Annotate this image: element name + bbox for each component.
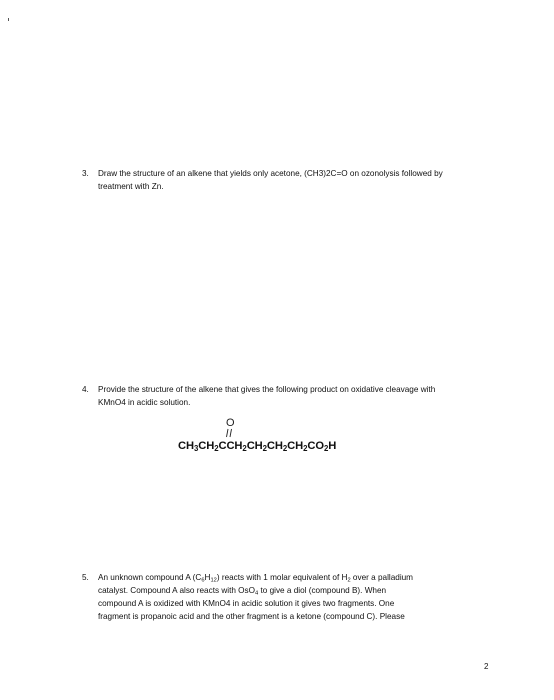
carbonyl-group-drawing (178, 416, 378, 442)
question-3 (82, 168, 502, 193)
chemical-structure (178, 416, 378, 456)
text-run: catalyst. Compound A also reacts with OsO (98, 586, 255, 595)
question-line: compound A is oxidized with KMnO4 in acidic solution it gives two fragments. One (98, 599, 395, 608)
formula-segment: CH (246, 440, 263, 452)
formula-segment: CH (178, 440, 194, 452)
question-line (98, 571, 502, 584)
formula-subscript: 3 (193, 443, 199, 453)
subscript: 6 (201, 577, 205, 584)
formula-segment: CH (266, 440, 283, 452)
stray-mark (8, 18, 9, 21)
question-line: Draw the structure of an alkene that yields only acetone, (CH3)2C=O on ozonolysis followed by (98, 169, 443, 178)
text-run: to give a diol (compound B). When (258, 586, 387, 595)
formula-subscript: 2 (323, 443, 329, 453)
subscript: 12 (210, 577, 217, 584)
formula-subscript: 2 (214, 443, 219, 453)
question-line: fragment is propanoic acid and the other fragment is a ketone (compound C). Please (98, 612, 405, 621)
question-number: 5. (82, 573, 89, 582)
question-line: Provide the structure of the alkene that gives the following product on oxidative cleavage with (98, 385, 436, 394)
double-bond-line-left (227, 429, 229, 437)
question-line: KMnO4 in acidic solution. (98, 397, 191, 407)
question-4 (82, 384, 502, 409)
subscript: 2 (347, 577, 351, 584)
question-5 (82, 571, 502, 623)
formula-subscript: 2 (242, 443, 247, 453)
formula-segment: CO (307, 440, 324, 452)
formula-segment: CCH (218, 440, 243, 452)
formula-segment: CH (198, 440, 215, 452)
text-run: over a palladium (350, 573, 414, 582)
formula-segment: CH (287, 440, 304, 452)
subscript: 4 (255, 590, 259, 597)
formula-subscript: 2 (262, 443, 267, 453)
condensed-formula (178, 440, 336, 452)
question-line (98, 584, 502, 597)
page-number: 2 (484, 662, 489, 671)
text-run: An unknown compound A (C (98, 573, 202, 582)
question-number: 3. (82, 169, 89, 178)
text-run: H (204, 573, 211, 582)
question-text (98, 571, 502, 623)
carbonyl-oxygen-label: O (226, 417, 235, 429)
double-bond-line-right (230, 429, 232, 437)
formula-segment: H (328, 440, 337, 452)
formula-subscript: 2 (303, 443, 308, 453)
question-text (98, 384, 502, 409)
formula-subscript: 2 (282, 443, 288, 453)
question-number: 4. (82, 385, 89, 394)
text-run: ) reacts with 1 molar equivalent of H (216, 573, 348, 582)
question-line: treatment with Zn. (98, 181, 164, 191)
question-text (98, 168, 502, 193)
